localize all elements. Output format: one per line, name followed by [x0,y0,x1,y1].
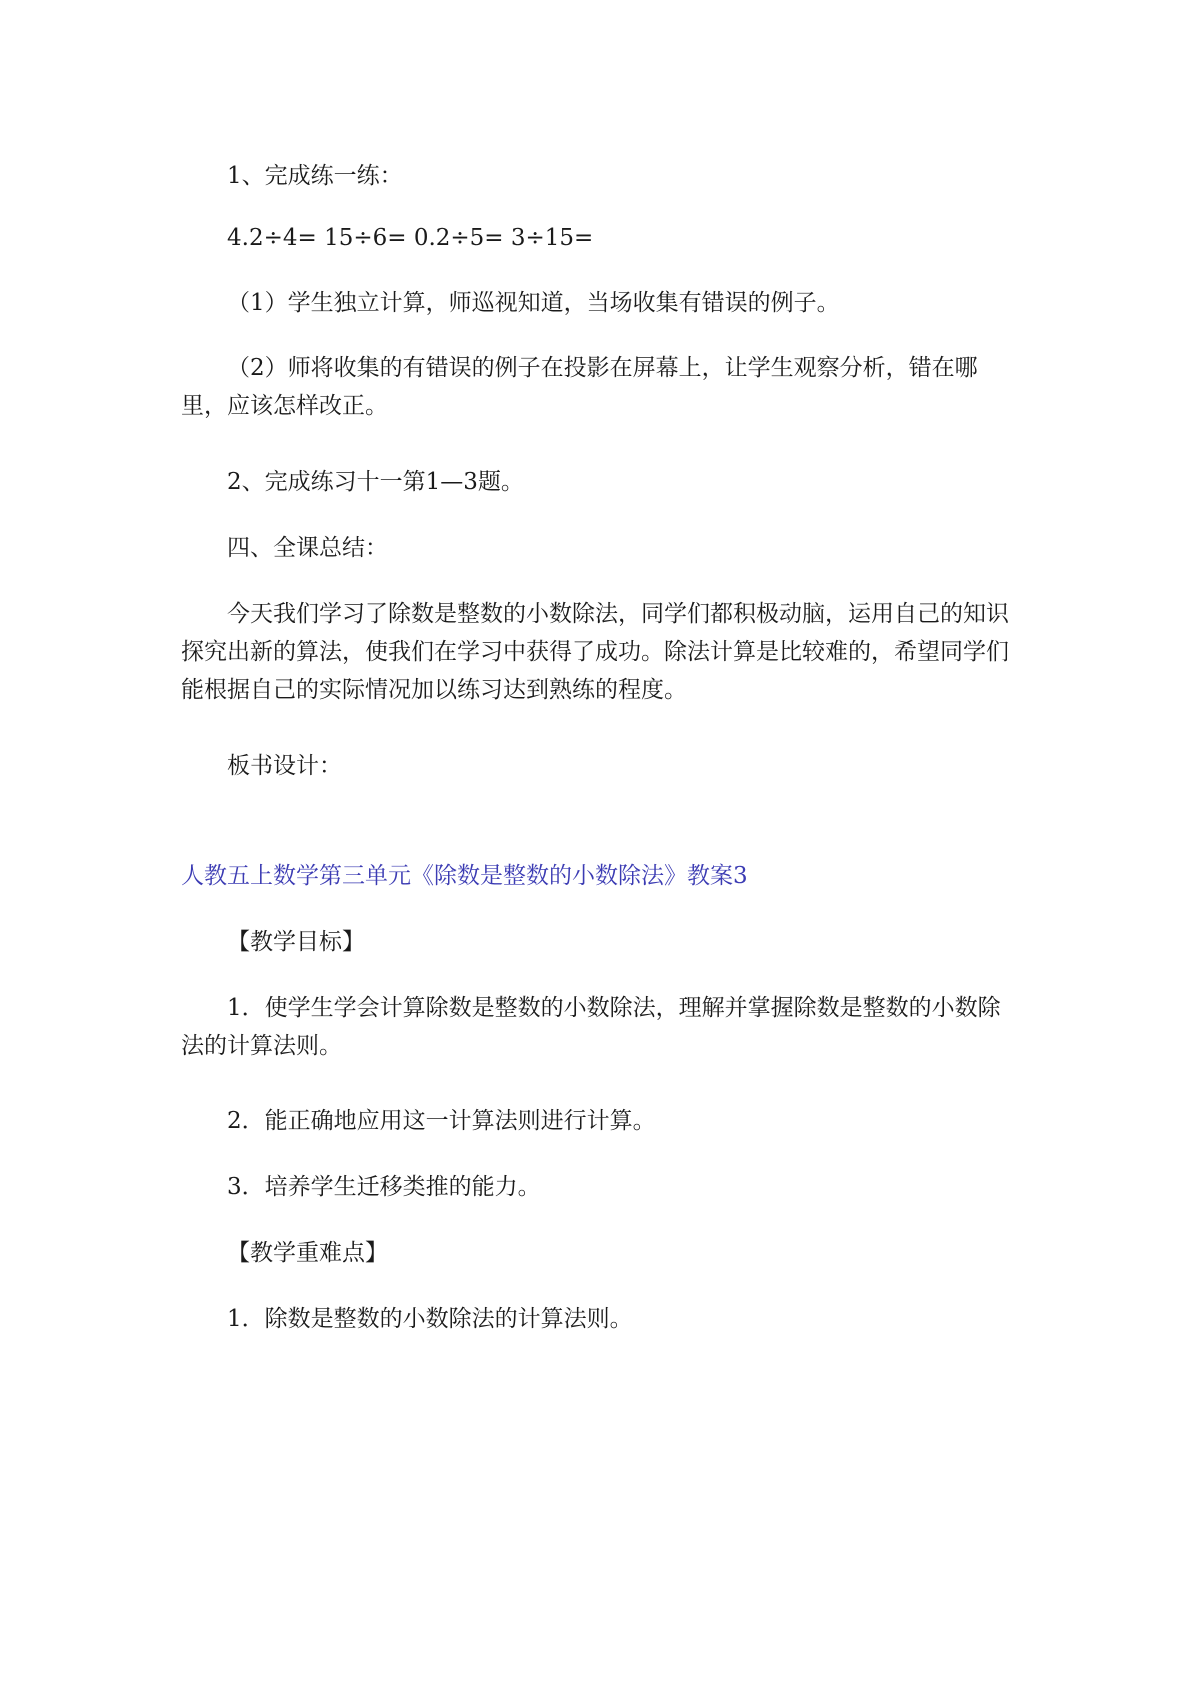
heading-key-points: 【教学重难点】 [227,1240,388,1266]
paragraph-board-design: 板书设计： [227,753,342,779]
paragraph-step-1: （1）学生独立计算，师巡视知道，当场收集有错误的例子。 [227,290,840,316]
paragraph-summary-heading: 四、全课总结： [227,535,388,561]
heading-teaching-goals: 【教学目标】 [227,929,365,955]
section-title: 人教五上数学第三单元《除数是整数的小数除法》教案3 [181,863,748,889]
goal-1: 1．使学生学会计算除数是整数的小数除法，理解并掌握除数是整数的小数除法的计算法则。 [181,995,1001,1059]
goal-3: 3．培养学生迁移类推的能力。 [227,1174,541,1200]
paragraph-calculations: 4.2÷4= 15÷6= 0.2÷5= 3÷15= [227,225,594,251]
paragraph-exercise-2: 2、完成练习十一第1—3题。 [227,469,524,495]
key-point-1: 1．除数是整数的小数除法的计算法则。 [227,1306,633,1332]
goal-2: 2．能正确地应用这一计算法则进行计算。 [227,1108,656,1134]
paragraph-exercise-1: 1、完成练一练： [227,163,403,189]
paragraph-summary: 今天我们学习了除数是整数的小数除法，同学们都积极动脑，运用自己的知识探究出新的算法，使我们在学习中获得了成功。除法计算是比较难的，希望同学们能根据自己的实际情况加以练习达到熟练的程度。 [181,601,1009,703]
paragraph-step-2: （2）师将收集的有错误的例子在投影在屏幕上，让学生观察分析，错在哪里，应该怎样改正。 [181,355,978,419]
